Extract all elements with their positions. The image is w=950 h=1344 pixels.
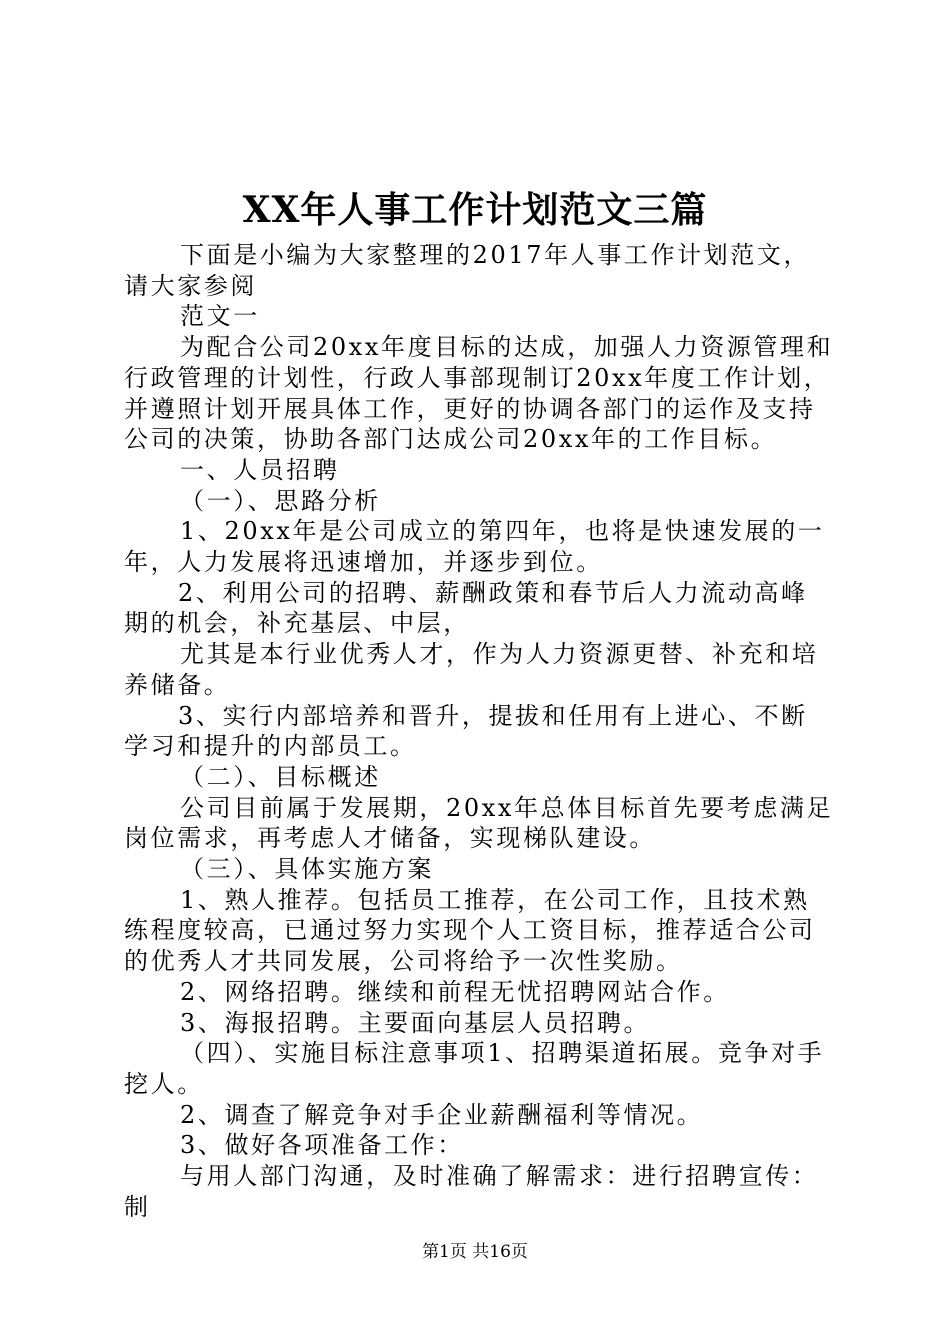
document-body (124, 240, 834, 1223)
paragraph: 一、人员招聘 (180, 455, 340, 484)
page-footer: 第1页 共16页 (422, 1242, 528, 1262)
paragraph: （四）、实施目标注意事项1、招聘渠道拓展。竞争对手挖人。 (124, 1039, 825, 1098)
paragraph: 2、利用公司的招聘、薪酬政策和春节后人力流动高峰期的机会，补充基层、中层， (124, 578, 808, 638)
paragraph: 2、调查了解竞争对手企业薪酬福利等情况。 (180, 1100, 704, 1129)
paragraph: （一）、思路分析 (180, 486, 381, 515)
paragraph: （三）、具体实施方案 (180, 855, 434, 884)
paragraph: 下面是小编为大家整理的2017年人事工作计划范文，请大家参阅 (124, 241, 811, 300)
document-title: XX年人事工作计划范文三篇 (242, 189, 708, 231)
paragraph: 3、海报招聘。主要面向基层人员招聘。 (180, 1008, 651, 1037)
paragraph: 公司目前属于发展期，20xx年总体目标首先要考虑满足岗位需求，再考虑人才储备，实现梯队建设。 (124, 793, 834, 853)
paragraph: （二）、目标概述 (180, 762, 381, 791)
paragraph: 1、20xx年是公司成立的第四年，也将是快速发展的一年，人力发展将迅速增加，并逐步到位。 (124, 517, 825, 577)
paragraph: 2、网络招聘。继续和前程无忧招聘网站合作。 (180, 977, 730, 1006)
paragraph: 范文一 (180, 302, 260, 331)
paragraph: 3、做好各项准备工作： (180, 1131, 464, 1160)
paragraph: 3、实行内部培养和晋升，提拔和任用有上进心、不断学习和提升的内部员工。 (124, 701, 808, 761)
paragraph: 尤其是本行业优秀人才，作为人力资源更替、补充和培养储备。 (124, 640, 819, 699)
paragraph: 为配合公司20xx年度目标的达成，加强人力资源管理和行政管理的计划性，行政人事部现制订20xx年度工作计划，并遵照计划开展具体工作，更好的协调各部门的运作及支持公司的决策，协助各部门达成公司20xx年的工作目标。 (124, 333, 834, 454)
paragraph: 与用人部门沟通，及时准确了解需求：进行招聘宣传：制 (124, 1162, 819, 1221)
paragraph: 1、熟人推荐。包括员工推荐，在公司工作，且技术熟练程度较高，已通过努力实现个人工资目标，推荐适合公司的优秀人才共同发展，公司将给予一次性奖励。 (124, 885, 816, 976)
